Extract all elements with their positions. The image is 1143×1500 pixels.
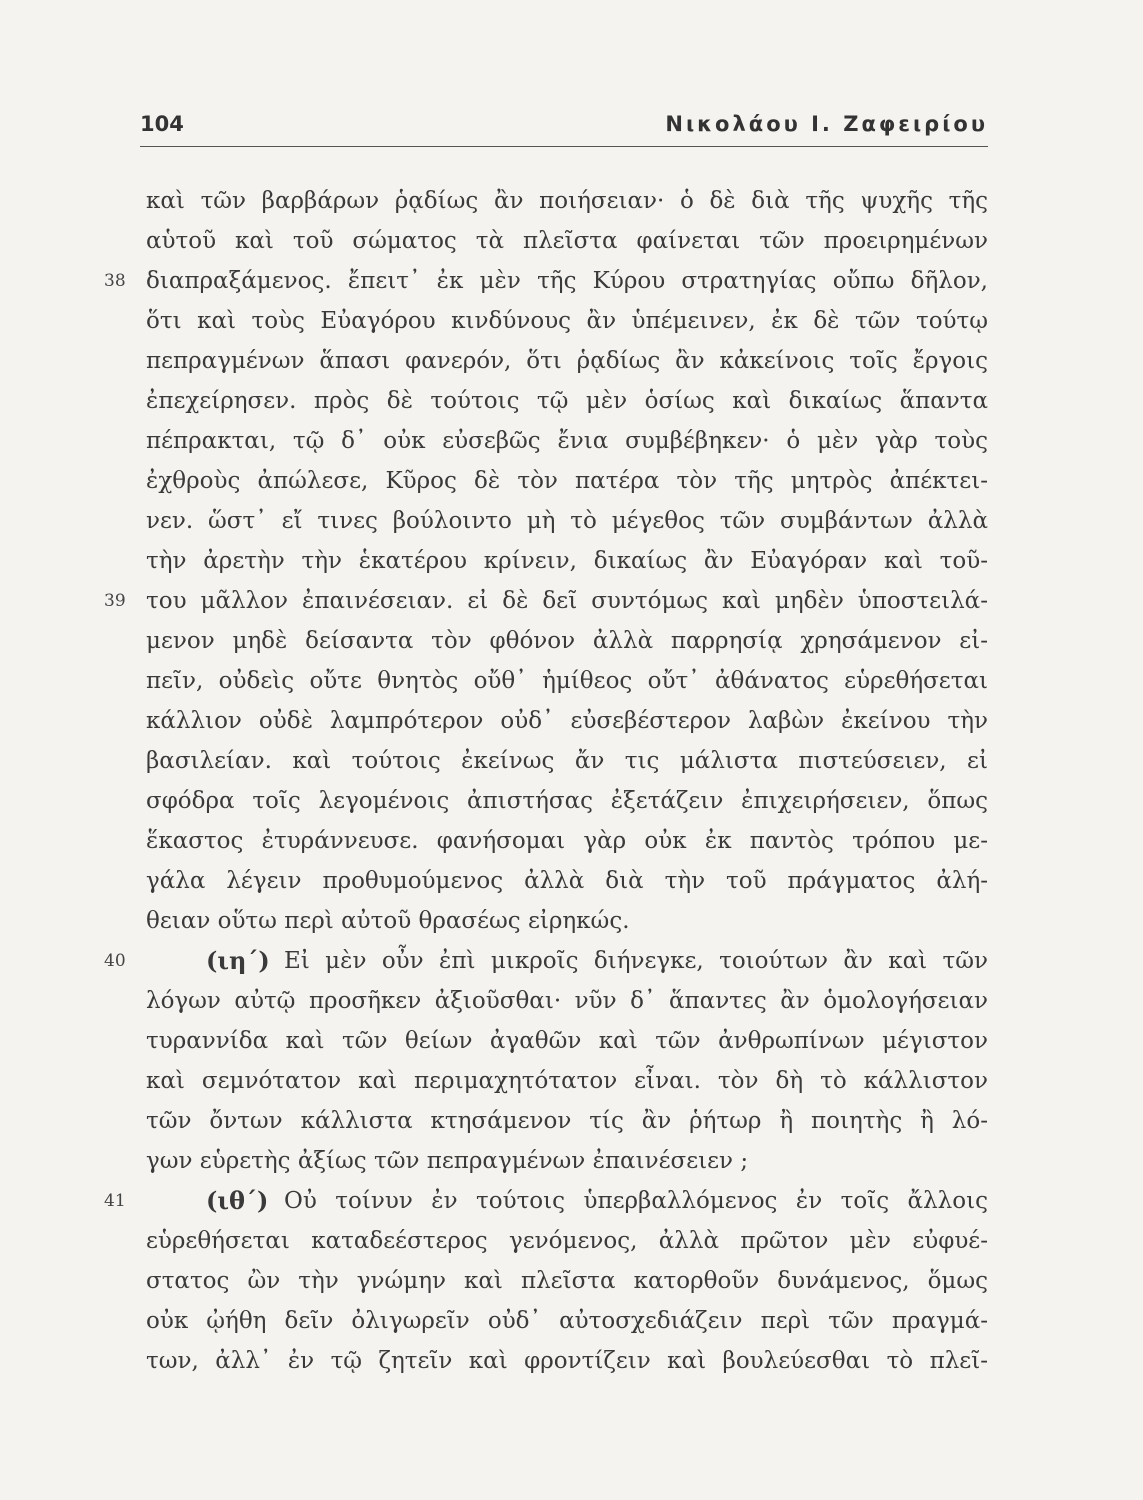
text-line: λόγων αὐτῷ προσῆκεν ἀξιοῦσθαι· νῦν δ᾽ ἅπαντες ἂν ὁμολογήσειαν	[146, 988, 988, 1014]
margin-section-number: 38	[104, 271, 126, 291]
text-line: κάλλιον οὐδὲ λαμπρότερον οὐδ᾽ εὐσεβέστερον λαβὼν ἐκείνου τὴν	[146, 708, 988, 734]
text-line: σφόδρα τοῖς λεγομένοις ἀπιστήσας ἐξετάζειν ἐπιχειρήσειεν, ὅπως	[146, 788, 988, 814]
text-line: πέπρακται, τῷ δ᾽ οὐκ εὐσεβῶς ἔνια συμβέβηκεν· ὁ μὲν γὰρ τοὺς	[146, 428, 988, 454]
text-line: τυραννίδα καὶ τῶν θείων ἀγαθῶν καὶ τῶν ἀνθρωπίνων μέγιστον	[146, 1028, 988, 1054]
text-line: πεπραγμένων ἅπασι φανερόν, ὅτι ῥᾳδίως ἂν κἀκείνοις τοῖς ἔργοις	[146, 348, 988, 374]
margin-section-number: 41	[104, 1191, 126, 1211]
page-number: 104	[140, 112, 184, 136]
running-title: Νικολάου Ι. Ζαφειρίου	[665, 112, 988, 136]
text-line: ἐπεχείρησεν. πρὸς δὲ τούτοις τῷ μὲν ὁσίως καὶ δικαίως ἅπαντα	[146, 388, 988, 414]
text-line: αὑτοῦ καὶ τοῦ σώματος τὰ πλεῖστα φαίνεται τῶν προειρημένων	[146, 228, 988, 254]
text-line: γων εὑρετὴς ἀξίως τῶν πεπραγμένων ἐπαινέσειεν ;	[146, 1148, 749, 1174]
text-line: νεν. ὥστ᾽ εἴ τινες βούλοιντο μὴ τὸ μέγεθος τῶν συμβάντων ἀλλὰ	[146, 508, 988, 534]
text-line: διαπραξάμενος. ἔπειτ᾽ ἐκ μὲν τῆς Κύρου στρατηγίας οὔπω δῆλον,	[146, 268, 988, 294]
section-marker: (ιθ΄)	[206, 1186, 269, 1215]
text-line: βασιλείαν. καὶ τούτοις ἐκείνως ἄν τις μάλιστα πιστεύσειεν, εἰ	[146, 748, 988, 774]
text-line: του μᾶλλον ἐπαινέσειαν. εἰ δὲ δεῖ συντόμως καὶ μηδὲν ὑποστειλά-	[146, 588, 988, 614]
section-marker: (ιη΄)	[206, 946, 270, 975]
text-line: των, ἀλλ᾽ ἐν τῷ ζητεῖν καὶ φροντίζειν καὶ βουλεύεσθαι τὸ πλεῖ-	[146, 1348, 988, 1374]
text-line: τὴν ἀρετὴν τὴν ἑκατέρου κρίνειν, δικαίως ἂν Εὐαγόραν καὶ τοῦ-	[146, 548, 988, 574]
text-line: καὶ σεμνότατον καὶ περιμαχητότατον εἶναι. τὸν δὴ τὸ κάλλιστον	[146, 1068, 988, 1094]
margin-section-number: 39	[104, 591, 126, 611]
margin-section-number: 40	[104, 951, 126, 971]
text-line: ἕκαστος ἐτυράννευσε. φανήσομαι γὰρ οὐκ ἐκ παντὸς τρόπου με-	[146, 828, 988, 854]
text-line: ὅτι καὶ τοὺς Εὐαγόρου κινδύνους ἂν ὑπέμεινεν, ἐκ δὲ τῶν τούτῳ	[146, 308, 988, 334]
text-line: μενον μηδὲ δείσαντα τὸν φθόνον ἀλλὰ παρρησίᾳ χρησάμενον εἰ-	[146, 628, 988, 654]
text-line: γάλα λέγειν προθυμούμενος ἀλλὰ διὰ τὴν τοῦ πράγματος ἀλή-	[146, 868, 988, 894]
text-line: εὑρεθήσεται καταδεέστερος γενόμενος, ἀλλὰ πρῶτον μὲν εὐφυέ-	[146, 1228, 988, 1254]
text-line: τῶν ὄντων κάλλιστα κτησάμενον τίς ἂν ῥήτωρ ἢ ποιητὴς ἢ λό-	[146, 1108, 988, 1134]
text-line: στατος ὢν τὴν γνώμην καὶ πλεῖστα κατορθοῦν δυνάμενος, ὅμως	[146, 1268, 988, 1294]
text-line: ἐχθροὺς ἀπώλεσε, Κῦρος δὲ τὸν πατέρα τὸν τῆς μητρὸς ἀπέκτει-	[146, 468, 988, 494]
text-line: θειαν οὕτω περὶ αὐτοῦ θρασέως εἰρηκώς.	[146, 908, 630, 934]
text-line: Εἰ μὲν οὖν ἐπὶ μικροῖς διήνεγκε, τοιούτων ἂν καὶ τῶν	[284, 948, 988, 974]
text-line: οὐκ ᾠήθη δεῖν ὀλιγωρεῖν οὐδ᾽ αὐτοσχεδιάζειν περὶ τῶν πραγμά-	[146, 1308, 988, 1334]
text-line: πεῖν, οὐδεὶς οὔτε θνητὸς οὔθ᾽ ἡμίθεος οὔτ᾽ ἀθάνατος εὑρεθήσεται	[146, 668, 988, 694]
page-header	[140, 110, 988, 147]
text-line: καὶ τῶν βαρβάρων ῥᾳδίως ἂν ποιήσειαν· ὁ δὲ διὰ τῆς ψυχῆς τῆς	[146, 188, 988, 214]
text-line: Οὐ τοίνυν ἐν τούτοις ὑπερβαλλόμενος ἐν τοῖς ἄλλοις	[284, 1188, 988, 1214]
